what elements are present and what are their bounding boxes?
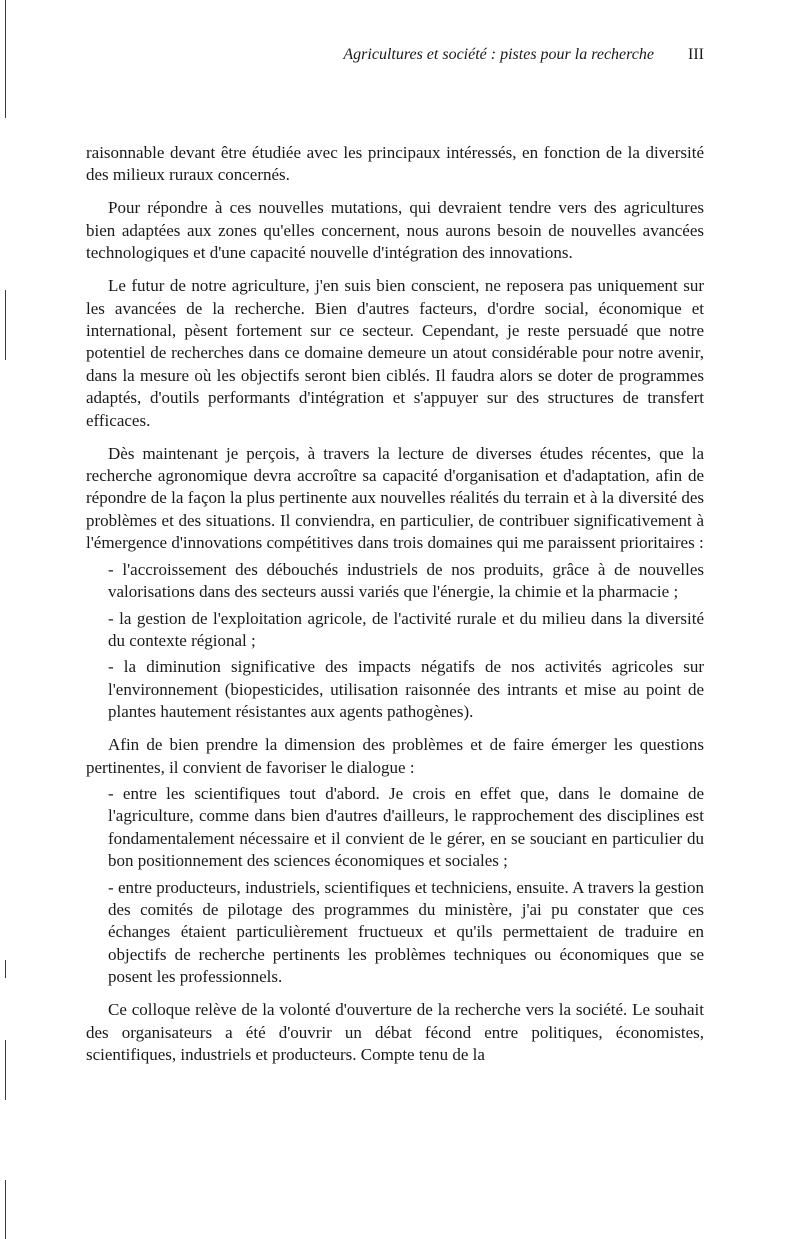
list-item: - la diminution significative des impacts négatifs de nos activités agricoles sur l'environnement (biopesticides, utilisation raisonnée des intrants et mise au point de plantes hautement résistantes aux agents pathogènes). <box>108 657 704 722</box>
page-number: III <box>688 46 704 63</box>
paragraph: Pour répondre à ces nouvelles mutations, qui devraient tendre vers des agricultures bien adaptées aux zones qu'elles concernent, nous aurons besoin de nouvelles avancées technologiques et d'une capacité nouvelle d'intégration des innovations. <box>86 198 704 263</box>
scan-edge-line <box>5 1180 6 1239</box>
paragraph: Ce colloque relève de la volonté d'ouverture de la recherche vers la société. Le souhait des organisateurs a été d'ouvrir un débat fécond entre politiques, économistes, scientifiques, industriels et producteurs. Compte tenu de la <box>86 1000 704 1064</box>
scan-edge-line <box>5 960 6 978</box>
scan-edge-line <box>5 0 6 118</box>
list-item: - la gestion de l'exploitation agricole, de l'activité rurale et du milieu dans la diversité du contexte régional ; <box>108 608 704 650</box>
list-item: - entre les scientifiques tout d'abord. Je crois en effet que, dans le domaine de l'agriculture, comme dans bien d'autres d'ailleurs, le rapprochement des disciplines est fondamentalement nécessaire et il convient de le gérer, en se souciant en particulier du bon positionnement des sciences économiques et sociales ; <box>108 783 704 871</box>
paragraph: Le futur de notre agriculture, j'en suis bien conscient, ne reposera pas uniquement sur les avancées de la recherche. Bien d'autres facteurs, d'ordre social, économique et international, pèsent fortement sur ce secteur. Cependant, je reste persuadé que notre potentiel de recherches dans ce domaine demeure un atout considérable pour notre avenir, dans la mesure où les objectifs seront bien ciblés. Il faudra alors se doter de programmes adaptés, d'outils performants d'intégration et s'appuyer sur des structures de transfert efficaces. <box>86 276 704 430</box>
list-item: - entre producteurs, industriels, scientifiques et techniciens, ensuite. A travers la gestion des comités de pilotage des programmes du ministère, j'ai pu constater que ces échanges étaient particulièrement fructueux et qu'ils permettaient de traduire en objectifs de recherche pertinents les problèmes techniques ou économiques que se posent les professionnels. <box>108 877 704 987</box>
paragraph: Afin de bien prendre la dimension des problèmes et de faire émerger les questions pertinentes, il convient de favoriser le dialogue : <box>86 735 704 777</box>
paragraph: Dès maintenant je perçois, à travers la lecture de diverses études récentes, que la recherche agronomique devra accroître sa capacité d'organisation et d'adaptation, afin de répondre de la façon la plus pertinente aux nouvelles réalités du terrain et à la diversité des problèmes et des situations. Il conviendra, en particulier, de contribuer significativement à l'émergence d'innovations compétitives dans trois domaines qui me paraissent prioritaires : <box>86 443 704 553</box>
page-body <box>86 142 704 1077</box>
list-item: - l'accroissement des débouchés industriels de nos produits, grâce à de nouvelles valorisations dans des secteurs aussi variés que l'énergie, la chimie et la pharmacie ; <box>108 559 704 602</box>
running-title: Agricultures et société : pistes pour la recherche <box>343 46 654 63</box>
scan-edge-line <box>5 1040 6 1100</box>
scan-edge-line <box>5 290 6 360</box>
page-header <box>86 46 704 70</box>
paragraph: raisonnable devant être étudiée avec les principaux intéressés, en fonction de la diversité des milieux ruraux concernés. <box>86 143 704 185</box>
